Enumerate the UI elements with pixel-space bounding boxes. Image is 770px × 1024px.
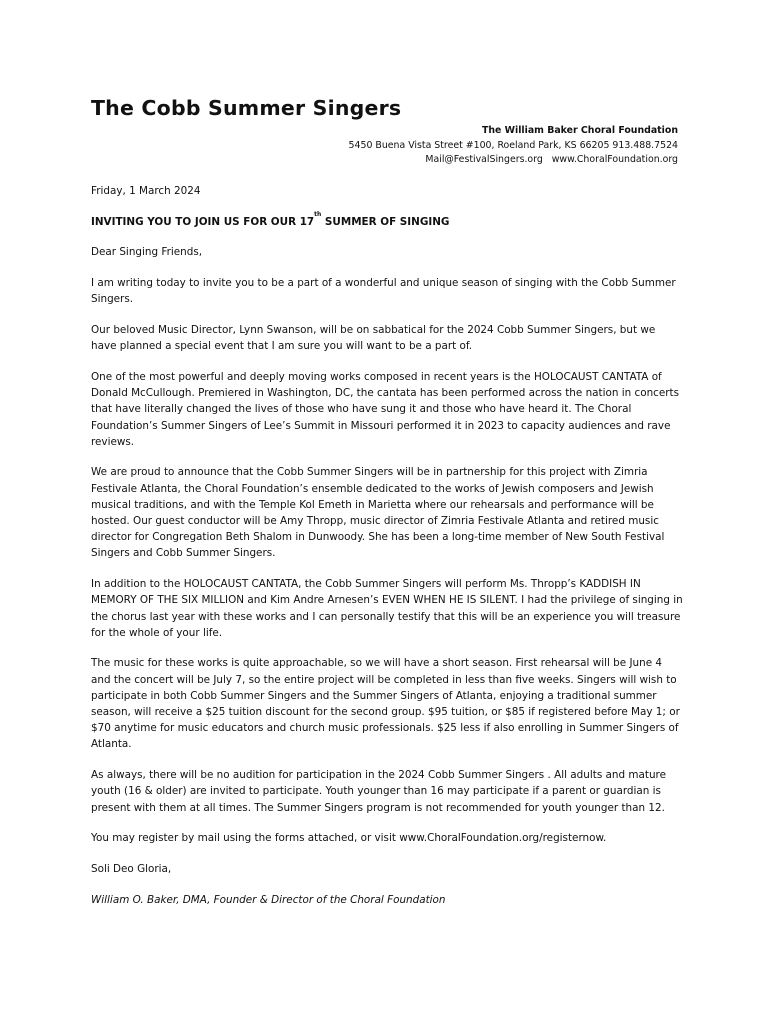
subject-superscript: th xyxy=(314,210,322,218)
closing: Soli Deo Gloria, xyxy=(91,863,172,875)
letter-body xyxy=(91,183,683,922)
paragraph: We are proud to announce that the Cobb Summer Singers will be in partnership for this project with Zimria Festivale Atlanta, the Choral Foundation’s ensemble dedicated to the works of Jewish composers and Jewish musical traditions, and with the Temple Kol Emeth in Marietta where our rehearsals and performance will be hosted. Our guest conductor will be Amy Thropp, music director of Zimria Festivale Atlanta and retired music director for Congregation Beth Shalom in Dunwoody. She has been a long-time member of New South Festival Singers and Cobb Summer Singers. xyxy=(91,466,665,560)
subject-text-start: INVITING YOU TO JOIN US FOR OUR 17 xyxy=(91,215,315,228)
organization-address: 5450 Buena Vista Street #100, Roeland Park, KS 66205 913.488.7524 xyxy=(348,139,678,151)
paragraph: One of the most powerful and deeply moving works composed in recent years is the HOLOCAUST CANTATA of Donald McCullough. Premiered in Washington, DC, the cantata has been performed across the nation in concerts that have literally changed the lives of those who have sung it and those who have heard it. The Choral Foundation’s Summer Singers of Lee’s Summit in Missouri performed it in 2023 to capacity audiences and rave reviews. xyxy=(91,370,680,448)
organization-contact: Mail@FestivalSingers.org www.ChoralFoundation.org xyxy=(425,154,678,165)
letter-date: Friday, 1 March 2024 xyxy=(91,185,201,197)
salutation: Dear Singing Friends, xyxy=(91,246,203,259)
paragraph: The music for these works is quite approachable, so we will have a short season. First rehearsal will be June 4 and the concert will be July 7, so the entire project will be completed in less than five weeks. Singers will wish to participate in both Cobb Summer Singers and the Summer Singers of Atlanta, enjoying a traditional summer season, will receive a $25 tuition discount for the second group. $95 tuition, or $85 if registered before May 1; or $70 anytime for music educators and church music professionals. $25 less if also enrolling in Summer Singers of Atlanta. xyxy=(91,657,680,751)
letter-subject xyxy=(91,210,683,230)
letterhead xyxy=(349,124,678,168)
organization-name: The William Baker Choral Foundation xyxy=(481,125,678,136)
paragraph: In addition to the HOLOCAUST CANTATA, the Cobb Summer Singers will perform Ms. Thropp’s KADDISH IN MEMORY OF THE SIX MILLION and Kim Andre Arnesen’s EVEN WHEN HE IS SILENT. I had the privilege of singing in the chorus last year with these works and I can personally testify that this will be an experience you will treasure for the whole of your life. xyxy=(91,578,683,639)
signature: William O. Baker, DMA, Founder & Director of the Choral Foundation xyxy=(91,893,446,906)
paragraph: You may register by mail using the forms attached, or visit www.ChoralFoundation.org/registernow. xyxy=(91,832,607,845)
paragraph: As always, there will be no audition for participation in the 2024 Cobb Summer Singers . All adults and mature youth (16 & older) are invited to participate. Youth younger than 16 may participate if a parent or guardian is present with them at all times. The Summer Singers program is not recommended for youth younger than 12. xyxy=(91,769,666,814)
paragraph: Our beloved Music Director, Lynn Swanson, will be on sabbatical for the 2024 Cobb Summer Singers, but we have planned a special event that I am sure you will want to be a part of. xyxy=(91,324,656,353)
paragraph: I am writing today to invite you to be a part of a wonderful and unique season of singing with the Cobb Summer Singers. xyxy=(91,277,676,306)
subject-text-end: SUMMER OF SINGING xyxy=(321,215,450,228)
letter-title: The Cobb Summer Singers xyxy=(91,96,402,120)
